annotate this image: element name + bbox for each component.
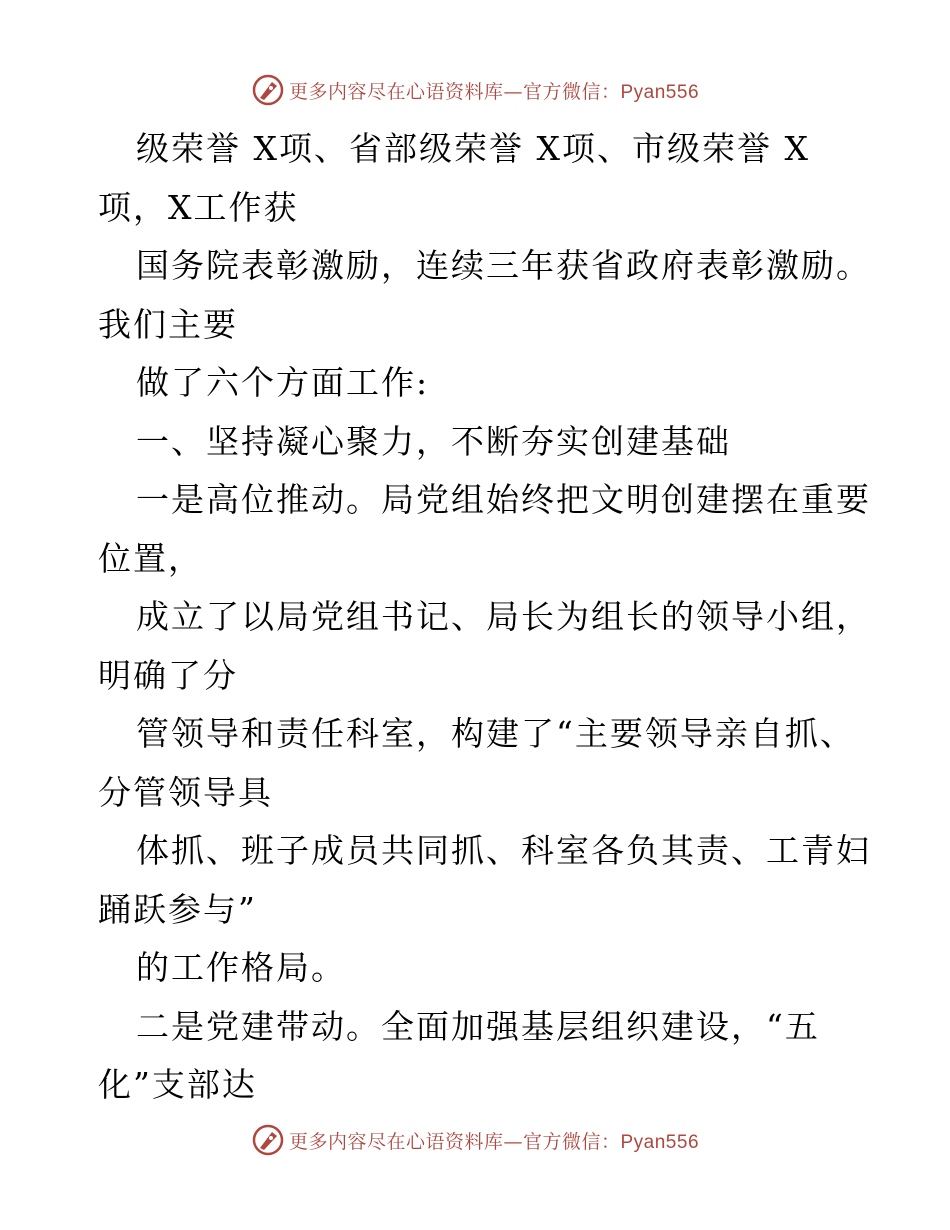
footer-watermark	[0, 1120, 950, 1160]
text-line: 分管领导具	[98, 772, 273, 812]
text-line: 项，X工作获	[98, 187, 299, 227]
watermark-text: 更多内容尽在心语资料库—官方微信：Pyan556	[288, 1130, 700, 1153]
text-line: 位置，	[98, 538, 203, 578]
pen-nib-logo-icon	[251, 1123, 285, 1157]
text-line: 踊跃参与”	[98, 889, 257, 929]
text-line: 体抓、班子成员共同抓、科室各负其责、工青妇	[136, 831, 871, 870]
text-line: 一、坚持凝心聚力，不断夯实创建基础	[136, 421, 731, 461]
text-line: 级荣誉 X项、省部级荣誉 X项、市级荣誉 X	[136, 129, 810, 168]
text-line: 成立了以局党组书记、局长为组长的领导小组，	[136, 597, 871, 636]
text-line: 化”支部达	[98, 1065, 257, 1104]
text-line: 的工作格局。	[136, 948, 346, 987]
text-line: 我们主要	[98, 304, 238, 344]
document-body	[98, 120, 871, 1115]
text-line: 二是党建带动。全面加强基层组织建设，“五	[136, 1006, 820, 1046]
text-line: 明确了分	[98, 655, 238, 695]
text-line: 一是高位推动。局党组始终把文明创建摆在重要	[136, 480, 871, 519]
header-watermark	[0, 70, 950, 110]
text-line: 国务院表彰激励，连续三年获省政府表彰激励。	[136, 246, 871, 285]
text-line: 做了六个方面工作:	[136, 363, 430, 402]
watermark-text: 更多内容尽在心语资料库—官方微信：Pyan556	[288, 80, 700, 103]
pen-nib-logo-icon	[251, 73, 285, 107]
text-line: 管领导和责任科室，构建了“主要领导亲自抓、	[136, 714, 855, 753]
